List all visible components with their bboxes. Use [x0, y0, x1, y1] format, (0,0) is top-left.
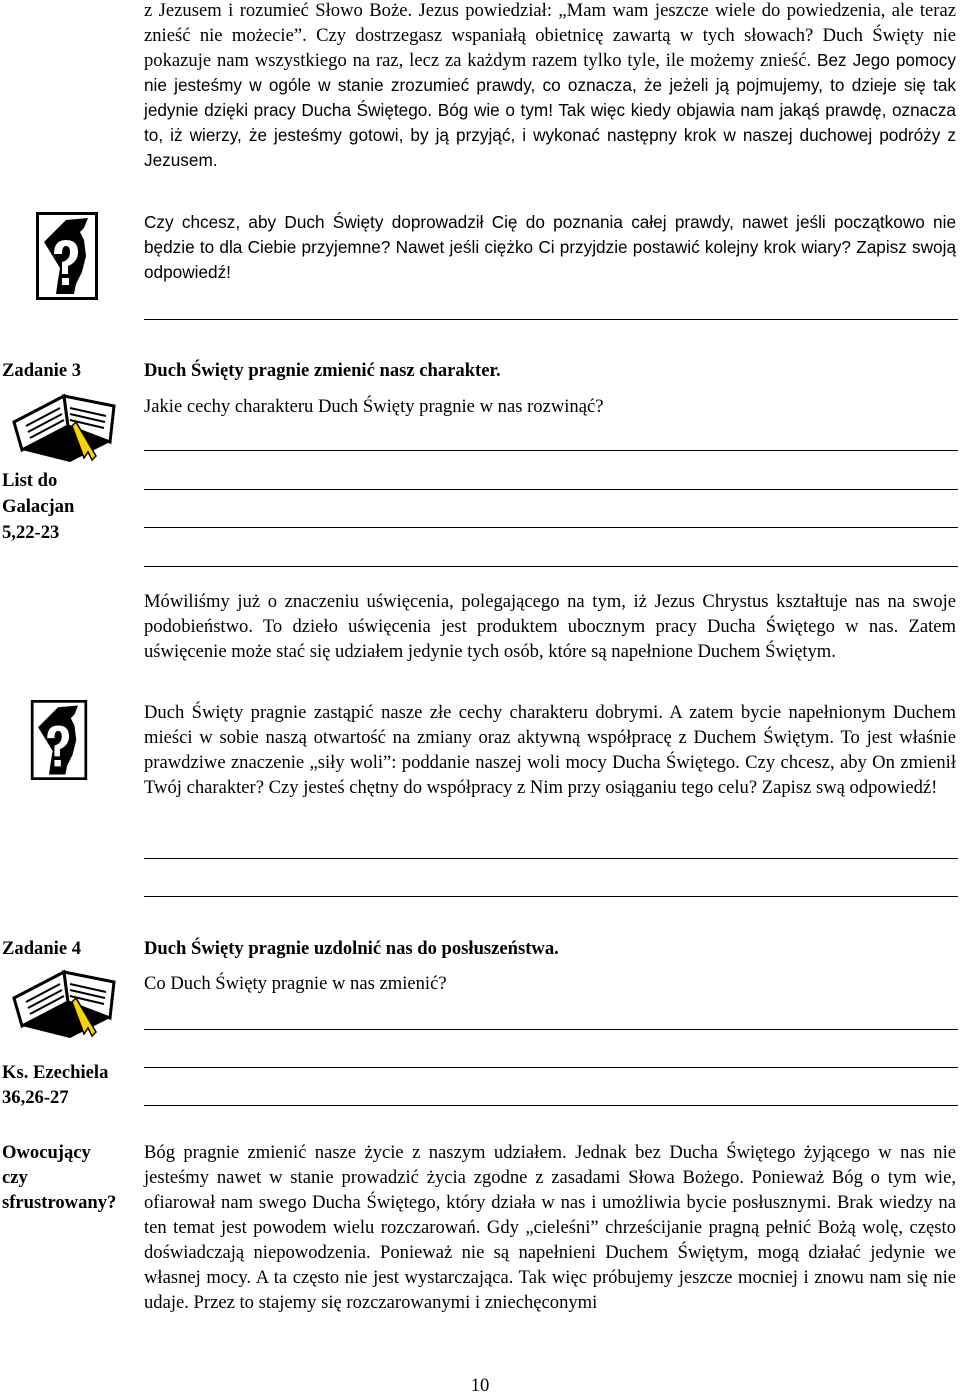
- answer-line[interactable]: [144, 896, 958, 897]
- answer-line[interactable]: [144, 858, 958, 859]
- answer-line[interactable]: [144, 450, 958, 451]
- open-bible-icon: [10, 962, 122, 1049]
- answer-line[interactable]: [144, 1105, 958, 1106]
- task-3-label: Zadanie 3: [2, 360, 82, 381]
- task-4-question: Co Duch Święty pragnie w nas zmienić?: [144, 973, 447, 994]
- task-4-label: Zadanie 4: [2, 938, 82, 959]
- task-3-paragraph-1: Mówiliśmy już o znaczeniu uświęcenia, polegającego na tym, iż Jezus Chrystus kształtuje nas na swoje podobieństwo. To dzieło uświęcenia jest produktem ubocznym pracy Ducha Świętego w nas. Zatem uświęcenie może stać się udziałem jedynie tych osób, które są napełnione Duchem Świętym.: [144, 591, 956, 662]
- question-head-icon: [28, 700, 90, 787]
- open-bible-icon: [10, 386, 122, 473]
- answer-line[interactable]: [144, 489, 958, 490]
- answer-line[interactable]: [144, 527, 958, 528]
- intro-text-sans: Bez Jego pomocy nie jesteśmy w ogóle w stanie zrozumieć prawdy, co oznacza, że jeżeli ją pojmujemy, to dzieje się tak jedynie dzięki pracy Ducha Świętego. Bóg wie o tym! Tak więc kiedy objawia nam jakąś prawdę, oznacza to, iż wierzy, że jesteśmy gotowi, by ją przyjąć, i wykonać następny krok w naszej duchowej podróży z Jezusem.: [144, 50, 956, 170]
- question-1: Czy chcesz, aby Duch Święty doprowadził Cię do poznania całej prawdy, nawet jeśli początkowo nie będzie to dla Ciebie przyjemne? Nawet jeśli ciężko Ci przyjdzie postawić kolejny krok wiary? Zapisz swoją odpowiedź!: [144, 212, 956, 282]
- answer-line[interactable]: [144, 566, 958, 567]
- section-heading: Owocujący czy sfrustrowany?: [2, 1142, 117, 1213]
- page-number: 10: [470, 1375, 490, 1396]
- question-head-icon: [36, 212, 98, 307]
- section-paragraph: Bóg pragnie zmienić nasze życie z naszym udziałem. Jednak bez Ducha Świętego żyjącego w nas nie jesteśmy nawet w stanie prowadzić życia zgodne z zasadami Słowa Bożego. Ponieważ Bóg o tym wie, ofiarował nam swego Ducha Świętego, który działa w nas i umożliwia bycie posłusznymi. Brak wiedzy na ten temat jest powodem wielu rozczarowań. Gdy „cieleśni” chrześcijanie pragną pełnić Bożą wolę, często doświadczają niepowodzenia. Ponieważ nie są napełnieni Duchem Świętym, mogą działać jedynie we własnej mocy. A ta często nie jest wystarczająca. Tak więc próbujemy jeszcze mocniej i znowu nam się nie udaje. Przez to stajemy się rozczarowanymi i zniechęconymi: [144, 1142, 956, 1313]
- task-4-title: Duch Święty pragnie uzdolnić nas do posłuszeństwa.: [144, 938, 559, 959]
- task-3-title: Duch Święty pragnie zmienić nasz charakter.: [144, 360, 501, 381]
- answer-line[interactable]: [144, 1067, 958, 1068]
- answer-line[interactable]: [144, 1029, 958, 1030]
- task-3-paragraph-2: Duch Święty pragnie zastąpić nasze złe cechy charakteru dobrymi. A zatem bycie napełnionym Duchem mieści w sobie naszą otwartość na zmiany oraz aktywną współpracę z Duchem Świętym. To jest właśnie prawdziwe znaczenie „siły woli”: poddanie naszej woli mocy Ducha Świętego. Czy chcesz, aby On zmienił Twój charakter? Czy jesteś chętny do współpracy z Nim przy osiąganiu tego celu? Zapisz swą odpowiedź!: [144, 702, 956, 798]
- task-4-reference: Ks. Ezechiela 36,26-27: [2, 1062, 109, 1108]
- intro-text-serif: z Jezusem i rozumieć Słowo Boże. Jezus powiedział: „Mam wam jeszcze wiele do powiedzenia, ale teraz znieść nie możecie”. Czy dostrzegasz wspaniałą obietnicę zawartą w tych słowach? Duch Święty nie pokazuje nam wszystkiego na raz, lecz za każdym razem tylko tyle, ile możemy znieść.: [144, 0, 956, 71]
- answer-line[interactable]: [144, 319, 958, 320]
- intro-paragraph: [144, 0, 956, 173]
- task-3-question: Jakie cechy charakteru Duch Święty pragnie w nas rozwinąć?: [144, 396, 604, 417]
- task-3-reference: List do Galacjan 5,22-23: [2, 470, 75, 543]
